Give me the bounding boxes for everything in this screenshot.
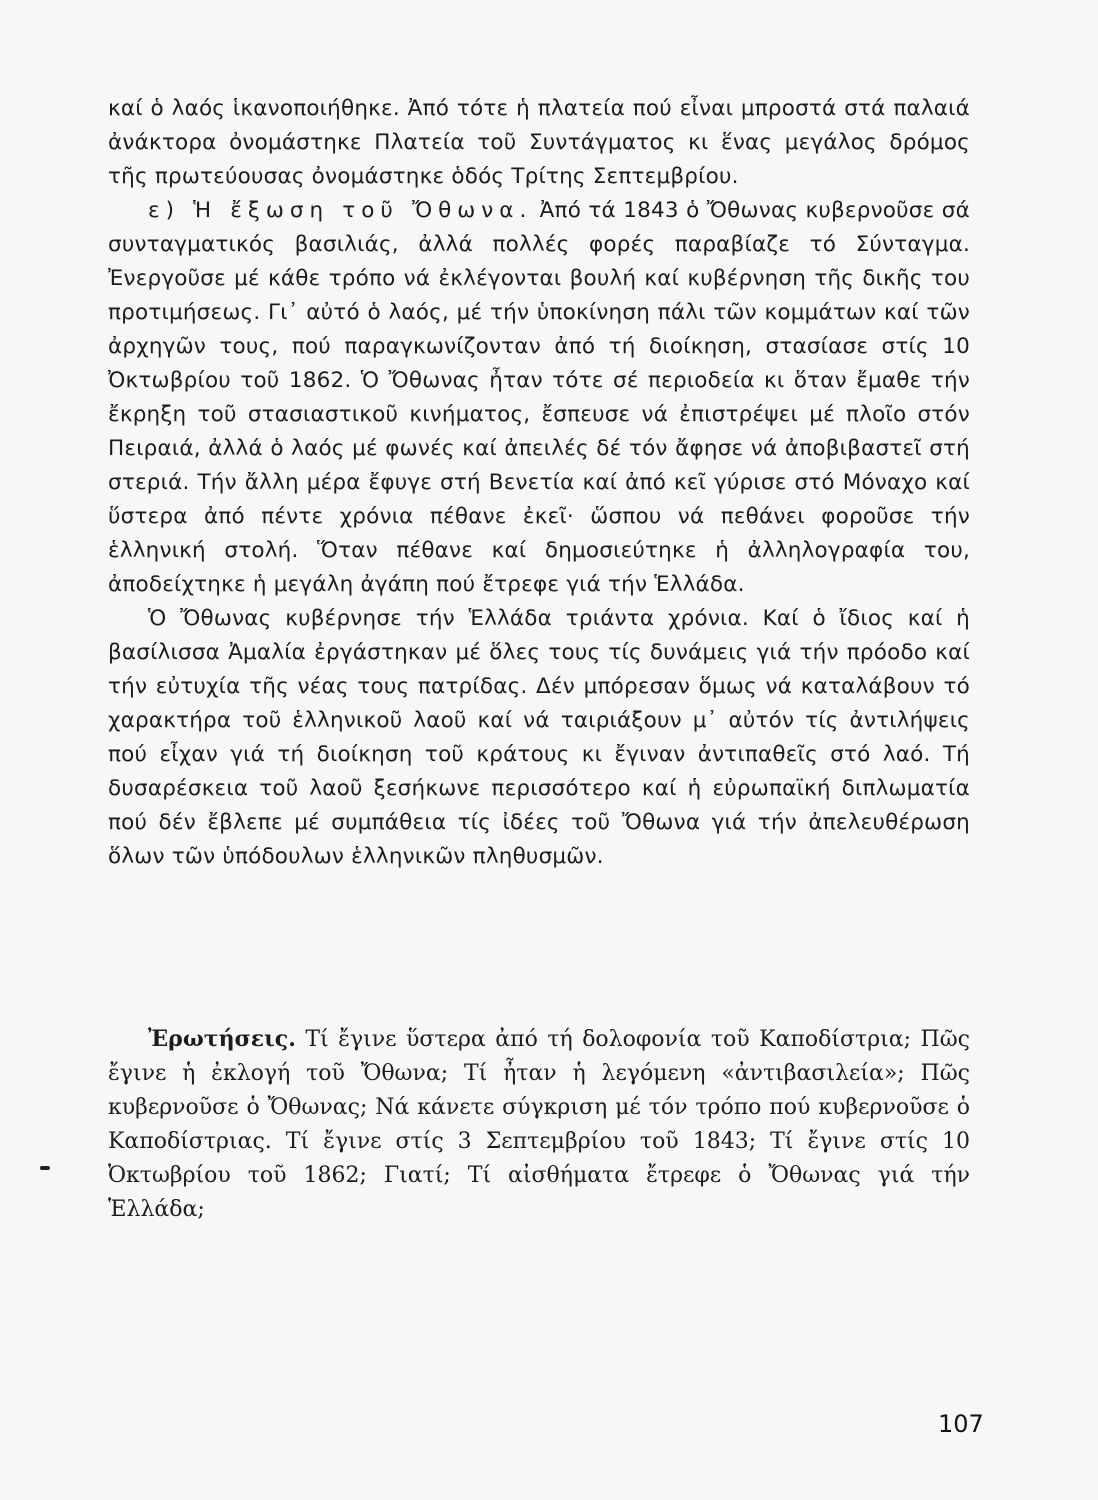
section-e-body: Ἀπό τά 1843 ὁ Ὄθωνας κυβερνοῦσε σά συνταγματικός βασιλιάς, ἀλλά πολλές φορές παραβίαζε τό Σύνταγμα. Ἐνεργοῦσε μέ κάθε τρόπο νά ἐκλέγονται βουλή καί κυβέρνηση τῆς δικῆς του προτιμήσεως. Γι᾿ αὐτό ὁ λαός, μέ τήν ὑποκίνηση πάλι τῶν κομμάτων καί τῶν ἀρχηγῶν τους, πού παραγκωνίζονταν ἀπό τή διοίκηση, στασίασε στίς 10 Ὀκτωβρίου τοῦ 1862. Ὁ Ὄθωνας ἦταν τότε σέ περιοδεία κι ὅταν ἔμαθε τήν ἔκρηξη τοῦ στασιαστικοῦ κινήματος, ἔσπευσε νά ἐπιστρέψει μέ πλοῖο στόν Πειραιά, ἀλλά ὁ λαός μέ φωνές καί ἀπειλές δέ τόν ἄφησε νά ἀποβιβαστεῖ στή στεριά. Τήν ἄλλη μέρα ἔφυγε στή Βενετία καί ἀπό κεῖ γύρισε στό Μόναχο καί ὕστερα ἀπό πέντε χρόνια πέθανε ἐκεῖ· ὥσπου νά πεθάνει φοροῦσε τήν ἑλληνική στολή. Ὅταν πέθανε καί δημοσιεύτηκε ἡ ἀλληλογραφία του, ἀποδείχτηκε ἡ μεγάλη ἀγάπη πού ἔτρεφε γιά τήν Ἑλλάδα. — [108, 198, 970, 597]
section-e — [108, 194, 970, 602]
paragraph-1: καί ὁ λαός ἱκανοποιήθηκε. Ἀπό τότε ἡ πλατεία πού εἶναι μπροστά στά παλαιά ἀνάκτορα ὀνομάστηκε Πλατεία τοῦ Συντάγματος κι ἕνας μεγάλος δρόμος τῆς πρωτεύουσας ὀνομάστηκε ὁδός Τρίτης Σεπτεμβρίου. — [108, 96, 970, 189]
paragraph-3: Ὁ Ὄθωνας κυβέρνησε τήν Ἑλλάδα τριάντα χρόνια. Καί ὁ ἴδιος καί ἡ βασίλισσα Ἀμαλία ἐργάστηκαν μέ ὅλες τους τίς δυνάμεις γιά τήν πρόοδο καί τήν εὐτυχία τῆς νέας τους πατρίδας. Δέν μπόρεσαν ὅμως νά καταλάβουν τό χαρακτήρα τοῦ ἑλληνικοῦ λαοῦ καί νά ταιριάξουν μ᾿ αὐτόν τίς ἀντιλήψεις πού εἶχαν γιά τή διοίκηση τοῦ κράτους κι ἔγιναν ἀντιπαθεῖς στό λαό. Τή δυσαρέσκεια τοῦ λαοῦ ξεσήκωνε περισσότερο καί ἡ εὐρωπαϊκή διπλωματία πού δέν ἔβλεπε μέ συμπάθεια τίς ἰδέες τοῦ Ὄθωνα γιά τήν ἀπελευθέρωση ὅλων τῶν ὑπόδουλων ἑλληνικῶν πληθυσμῶν. — [108, 606, 970, 869]
section-e-heading: ε) Ἡ ἔξωση τοῦ Ὄθωνα. — [148, 198, 533, 223]
page-number: 107 — [938, 1410, 984, 1438]
questions-label: Ἐρωτήσεις. — [148, 1026, 296, 1052]
margin-mark — [40, 1166, 50, 1170]
questions-block — [108, 1022, 970, 1227]
questions-body: Τί ἔγινε ὕστερα ἀπό τή δολοφονία τοῦ Καποδίστρια; Πῶς ἔγινε ἡ ἐκλογή τοῦ Ὄθωνα; Τί ἦταν ἡ λεγόμενη «ἀντιβασιλεία»; Πῶς κυβερνοῦσε ὁ Ὄθωνας; Νά κάνετε σύγκριση μέ τόν τρόπο πού κυβερνοῦσε ὁ Καποδίστριας. Τί ἔγινε στίς 3 Σεπτεμβρίου τοῦ 1843; Τί ἔγινε στίς 10 Ὀκτωβρίου τοῦ 1862; Γιατί; Τί αἰσθήματα ἔτρεφε ὁ Ὄθωνας γιά τήν Ἑλλάδα; — [108, 1027, 970, 1222]
main-text — [108, 92, 970, 874]
questions-paragraph — [108, 1022, 970, 1227]
